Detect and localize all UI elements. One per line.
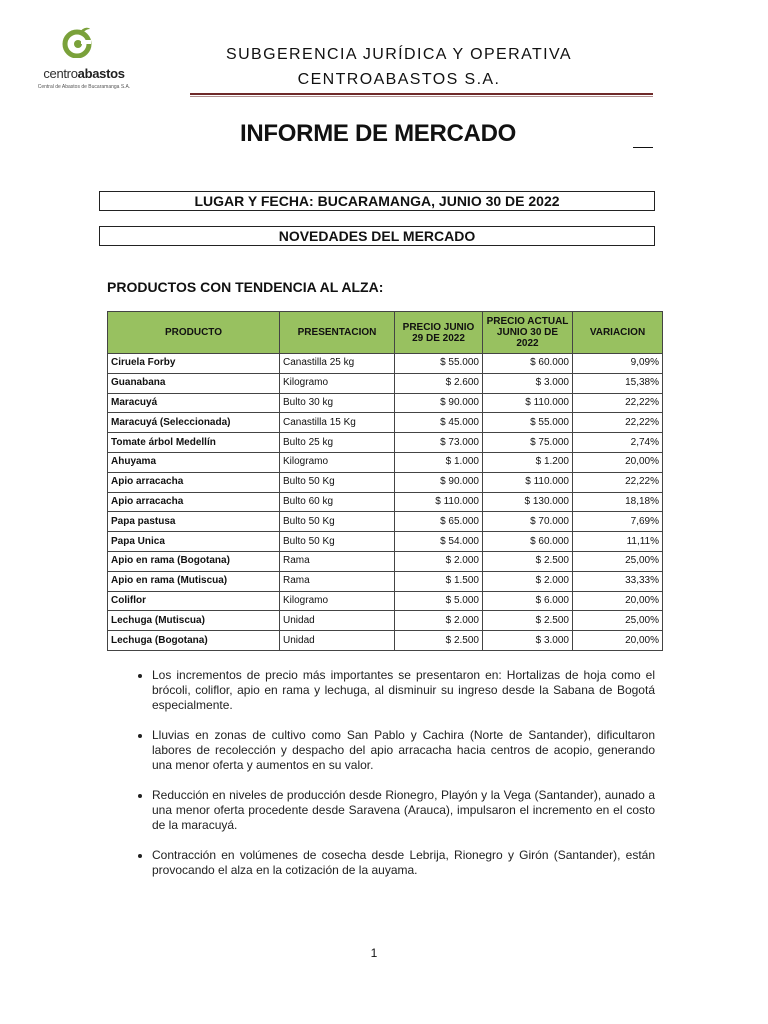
table-row [108,591,663,611]
cell-variacion: 22,22% [573,393,663,413]
cell-precio-actual: $ 3.000 [483,373,573,393]
cell-presentacion: Kilogramo [280,373,395,393]
table-row [108,433,663,453]
cell-variacion: 20,00% [573,631,663,651]
market-notes-list [107,668,655,893]
table-row [108,631,663,651]
table-row [108,611,663,631]
cell-presentacion: Rama [280,551,395,571]
table-row [108,354,663,374]
cell-variacion: 22,22% [573,413,663,433]
cell-precio-actual: $ 130.000 [483,492,573,512]
cell-precio-anterior: $ 73.000 [395,433,483,453]
cell-precio-actual: $ 110.000 [483,472,573,492]
cell-precio-actual: $ 60.000 [483,532,573,552]
cell-precio-anterior: $ 1.000 [395,452,483,472]
section-title: PRODUCTOS CON TENDENCIA AL ALZA: [107,279,384,295]
cell-producto: Papa pastusa [108,512,280,532]
cell-precio-actual: $ 2.000 [483,571,573,591]
cell-producto: Coliflor [108,591,280,611]
cell-producto: Maracuyá (Seleccionada) [108,413,280,433]
report-title: INFORME DE MERCADO [240,120,516,147]
cell-presentacion: Bulto 50 Kg [280,472,395,492]
cell-presentacion: Bulto 30 kg [280,393,395,413]
table-row [108,571,663,591]
list-item: • Los incrementos de precio más importantes se presentaron en: Hortalizas de hoja como el brócoli, coliflor, apio en rama y lechuga, al disminuir su ingreso desde la Sabana de Bogotá especialmente. [152,668,655,713]
cell-producto: Apio arracacha [108,472,280,492]
cell-variacion: 22,22% [573,472,663,492]
logo-tagline: Central de Abastos de Bucaramanga S.A. [37,84,131,90]
table-header-row [108,312,663,354]
cell-precio-actual: $ 6.000 [483,591,573,611]
cell-presentacion: Bulto 25 kg [280,433,395,453]
news-heading-box: NOVEDADES DEL MERCADO [99,226,655,246]
cell-producto: Apio en rama (Mutiscua) [108,571,280,591]
cell-producto: Ahuyama [108,452,280,472]
cell-precio-actual: $ 110.000 [483,393,573,413]
cell-presentacion: Bulto 50 Kg [280,532,395,552]
cell-precio-anterior: $ 2.000 [395,551,483,571]
cell-producto: Lechuga (Bogotana) [108,631,280,651]
list-item: • Reducción en niveles de producción desde Rionegro, Playón y la Vega (Santander), aunado a una menor oferta procedente desde Saravena (Arauca), impulsaron el incremento en el costo de la maracuyá. [152,788,655,833]
cell-precio-anterior: $ 55.000 [395,354,483,374]
cell-producto: Lechuga (Mutiscua) [108,611,280,631]
table-row [108,532,663,552]
cell-presentacion: Rama [280,571,395,591]
cell-variacion: 20,00% [573,452,663,472]
cell-variacion: 11,11% [573,532,663,552]
cell-precio-anterior: $ 5.000 [395,591,483,611]
cell-precio-anterior: $ 54.000 [395,532,483,552]
cell-precio-actual: $ 2.500 [483,551,573,571]
cell-precio-anterior: $ 110.000 [395,492,483,512]
title-dash [633,147,653,148]
header-line-2: CENTROABASTOS S.A. [297,71,501,88]
cell-variacion: 20,00% [573,591,663,611]
cell-variacion: 2,74% [573,433,663,453]
cell-variacion: 25,00% [573,551,663,571]
cell-precio-actual: $ 55.000 [483,413,573,433]
price-table [107,311,663,651]
cell-presentacion: Kilogramo [280,452,395,472]
list-item: • Lluvias en zonas de cultivo como San Pablo y Cachira (Norte de Santander), dificultaron labores de recolección y despacho del apio arracacha hacia centros de acopio, generando una menor oferta y aumentos en su valor. [152,728,655,773]
cell-producto: Tomate árbol Medellín [108,433,280,453]
cell-producto: Maracuyá [108,393,280,413]
header-line-1: SUBGERENCIA JURÍDICA Y OPERATIVA [226,46,572,63]
col-header-precio-anterior: PRECIO JUNIO 29 DE 2022 [395,312,483,354]
col-header-variacion: VARIACION [573,312,663,354]
list-item: • Contracción en volúmenes de cosecha desde Lebrija, Rionegro y Girón (Santander), están provocando el alza en la cotización de la auyama. [152,848,655,878]
cell-precio-anterior: $ 90.000 [395,393,483,413]
cell-precio-actual: $ 1.200 [483,452,573,472]
cell-variacion: 18,18% [573,492,663,512]
location-date-box: LUGAR Y FECHA: BUCARAMANGA, JUNIO 30 DE 2022 [99,191,655,211]
cell-presentacion: Unidad [280,631,395,651]
cell-presentacion: Bulto 60 kg [280,492,395,512]
cell-precio-actual: $ 3.000 [483,631,573,651]
cell-presentacion: Kilogramo [280,591,395,611]
logo-wordmark: centroabastos [43,66,125,81]
header-rule-thin [190,96,653,97]
table-row [108,393,663,413]
table-row [108,472,663,492]
cell-precio-anterior: $ 90.000 [395,472,483,492]
page-number: 1 [370,946,378,960]
cell-producto: Ciruela Forby [108,354,280,374]
table-row [108,373,663,393]
cell-precio-anterior: $ 65.000 [395,512,483,532]
cell-precio-actual: $ 60.000 [483,354,573,374]
cell-producto: Papa Unica [108,532,280,552]
col-header-precio-actual: PRECIO ACTUAL JUNIO 30 DE 2022 [483,312,573,354]
cell-precio-anterior: $ 45.000 [395,413,483,433]
cell-variacion: 7,69% [573,512,663,532]
col-header-producto: PRODUCTO [108,312,280,354]
table-row [108,452,663,472]
header-rule [190,93,653,95]
cell-precio-actual: $ 75.000 [483,433,573,453]
cell-precio-anterior: $ 1.500 [395,571,483,591]
col-header-presentacion: PRESENTACION [280,312,395,354]
cell-presentacion: Canastilla 15 Kg [280,413,395,433]
table-body [108,354,663,651]
cell-presentacion: Bulto 50 Kg [280,512,395,532]
cell-precio-anterior: $ 2.600 [395,373,483,393]
table-row [108,551,663,571]
cell-variacion: 25,00% [573,611,663,631]
table-row [108,512,663,532]
cell-producto: Guanabana [108,373,280,393]
cell-precio-anterior: $ 2.500 [395,631,483,651]
cell-producto: Apio arracacha [108,492,280,512]
cell-precio-anterior: $ 2.000 [395,611,483,631]
cell-presentacion: Canastilla 25 kg [280,354,395,374]
cell-variacion: 15,38% [573,373,663,393]
table-row [108,492,663,512]
cell-variacion: 9,09% [573,354,663,374]
cell-producto: Apio en rama (Bogotana) [108,551,280,571]
cell-precio-actual: $ 70.000 [483,512,573,532]
table-row [108,413,663,433]
cell-variacion: 33,33% [573,571,663,591]
cell-presentacion: Unidad [280,611,395,631]
cell-precio-actual: $ 2.500 [483,611,573,631]
